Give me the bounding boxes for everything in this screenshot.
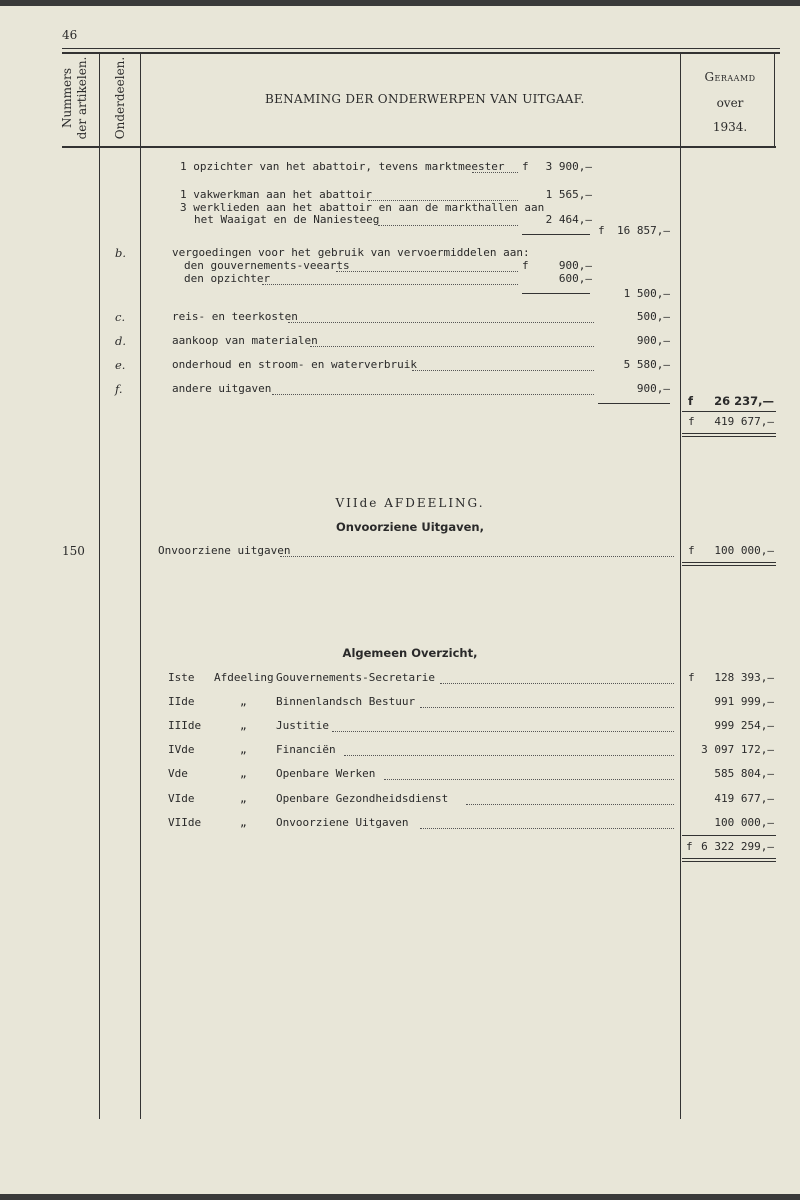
row-veearts: den gouvernements-veearts <box>184 259 350 272</box>
overview-label: „ <box>240 743 247 756</box>
row-werklieden: 3 werklieden aan het abattoir en aan de markthallen aan <box>180 201 545 214</box>
overview-num: Vde <box>168 767 188 780</box>
leader-dots <box>310 346 594 347</box>
leader-dots <box>466 804 674 805</box>
row-waaigat: het Waaigat en de Naniesteeg <box>194 213 380 226</box>
row-opzichter: 1 opzichter van het abattoir, tevens marktmeester <box>180 160 505 173</box>
overview-num: VIIde <box>168 816 202 829</box>
overview-num: IIde <box>168 695 195 708</box>
overview-label: „ <box>240 792 247 805</box>
currency-f: f <box>686 840 693 853</box>
overview-num: Iste <box>168 671 195 684</box>
overview-amount: 991 999,— <box>714 695 774 708</box>
row-den-opzichter: den opzichter <box>184 272 271 285</box>
row-onvoorziene: Onvoorziene uitgaven <box>158 544 291 557</box>
overview-amount: 100 000,— <box>714 816 774 829</box>
document-page <box>0 6 800 1194</box>
leader-dots <box>344 755 674 756</box>
sub-label-f: f. <box>115 382 123 396</box>
amount: 500,— <box>636 310 670 323</box>
amount: 900,— <box>558 259 592 272</box>
leader-dots <box>288 322 594 323</box>
double-rule <box>682 433 776 434</box>
row-onderhoud: onderhoud en stroom- en waterverbruik <box>172 358 418 371</box>
amount: 2 464,— <box>545 213 592 226</box>
sub-label-d: d. <box>115 334 127 348</box>
leader-dots <box>412 370 594 371</box>
leader-dots <box>272 394 594 395</box>
col-divider-3 <box>680 54 681 1119</box>
row-materialen: aankoop van materialen <box>172 334 318 347</box>
leader-dots <box>420 828 674 829</box>
subtotal-rule <box>522 234 590 235</box>
leader-dots <box>384 779 674 780</box>
currency-f: f <box>688 544 695 557</box>
row-andere: andere uitgaven <box>172 382 272 395</box>
overview-label: „ <box>240 695 247 708</box>
leader-dots <box>332 731 674 732</box>
overview-label: Afdeeling <box>214 671 274 684</box>
header-over: over <box>716 96 744 110</box>
amount: 900,— <box>636 334 670 347</box>
total-rule <box>682 411 776 412</box>
amount: 100 000,— <box>714 544 774 557</box>
double-rule <box>682 562 776 563</box>
row-reiskosten: reis- en teerkosten <box>172 310 298 323</box>
total-amount: 26 237,— <box>714 394 774 408</box>
leader-dots <box>262 284 518 285</box>
overview-amount: 3 097 172,— <box>701 743 774 756</box>
overview-amount: 999 254,— <box>714 719 774 732</box>
overview-total: 6 322 299,— <box>701 840 774 853</box>
overview-label: „ <box>240 767 247 780</box>
section-title: VIIde AFDEELING. <box>335 496 485 510</box>
double-rule <box>682 436 776 437</box>
currency-f: f <box>522 160 529 173</box>
overview-label: „ <box>240 816 247 829</box>
overview-amount: 128 393,— <box>714 671 774 684</box>
leader-dots <box>420 707 674 708</box>
overview-amount: 419 677,— <box>714 792 774 805</box>
leader-dots <box>336 271 518 272</box>
overview-label: „ <box>240 719 247 732</box>
total-rule <box>598 403 670 404</box>
header-benaming: BENAMING DER ONDERWERPEN VAN UITGAAF. <box>265 92 585 106</box>
currency-f: f <box>522 259 529 272</box>
overview-name: Justitie <box>276 719 329 732</box>
row-vergoedingen: vergoedingen voor het gebruik van vervoermiddelen aan: <box>172 246 530 259</box>
overview-num: IVde <box>168 743 195 756</box>
header-onderdeelen: Onderdeelen. <box>113 56 127 140</box>
overview-num: VIde <box>168 792 195 805</box>
section-subtitle: Onvoorziene Uitgaven, <box>336 520 484 534</box>
amount: 1 500,— <box>623 287 670 300</box>
header-geraamd: Geraamd <box>704 70 756 84</box>
leader-dots <box>378 225 518 226</box>
leader-dots <box>472 172 518 173</box>
amount: 1 565,— <box>545 188 592 201</box>
header-nummers: Nummers der artikelen. <box>60 56 89 140</box>
sub-label-b: b. <box>115 246 127 260</box>
overview-total-rule <box>682 835 776 836</box>
double-rule <box>682 861 776 862</box>
overview-name: Openbare Werken <box>276 767 376 780</box>
col-divider-2 <box>140 54 141 1119</box>
leader-dots <box>440 683 674 684</box>
leader-dots <box>280 556 674 557</box>
article-number: 150 <box>62 544 85 558</box>
overview-num: IIIde <box>168 719 202 732</box>
sub-label-c: c. <box>115 310 126 324</box>
overview-name: Binnenlandsch Bestuur <box>276 695 416 708</box>
col-divider-1 <box>99 54 100 1119</box>
amount: 900,— <box>636 382 670 395</box>
amount: 16 857,— <box>617 224 670 237</box>
currency-f: f <box>688 394 694 408</box>
page-number: 46 <box>62 28 78 42</box>
sub-label-e: e. <box>115 358 126 372</box>
currency-f: f <box>598 224 605 237</box>
amount: 600,— <box>558 272 592 285</box>
overview-name: Gouvernements-Secretarie <box>276 671 435 684</box>
header-year: 1934. <box>712 120 748 134</box>
overview-name: Openbare Gezondheidsdienst <box>276 792 449 805</box>
currency-f: f <box>688 415 695 428</box>
double-rule <box>682 565 776 566</box>
amount: 3 900,— <box>545 160 592 173</box>
top-rule-thin <box>62 48 780 49</box>
currency-f: f <box>688 671 695 684</box>
top-rule-thick <box>62 52 780 54</box>
header-bottom-rule <box>62 146 776 148</box>
row-vakwerkman: 1 vakwerkman aan het abattoir <box>180 188 373 201</box>
amount: 5 580,— <box>623 358 670 371</box>
overview-name: Financiën <box>276 743 336 756</box>
overview-name: Onvoorziene Uitgaven <box>276 816 409 829</box>
overview-title: Algemeen Overzicht, <box>342 646 478 660</box>
grand-amount: 419 677,— <box>714 415 774 428</box>
double-rule <box>682 858 776 859</box>
subtotal-rule <box>522 293 590 294</box>
overview-amount: 585 804,— <box>714 767 774 780</box>
